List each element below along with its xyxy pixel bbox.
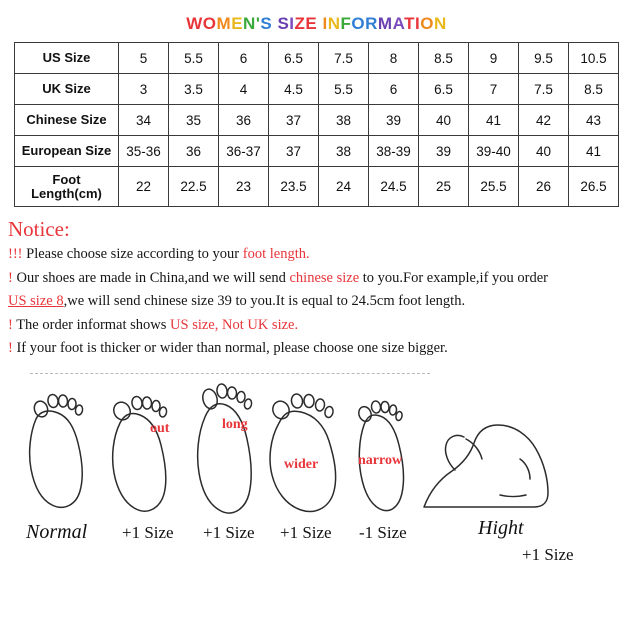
size-table [14, 42, 619, 207]
table-cell: 25.5 [469, 167, 519, 207]
table-cell: 26 [519, 167, 569, 207]
notice-line [8, 337, 627, 360]
table-cell: 41 [469, 105, 519, 136]
notice-block [0, 207, 633, 361]
title-letter-23: N [433, 14, 447, 33]
table-cell: 38-39 [369, 136, 419, 167]
notice-segment: If your foot is thicker or wider than normal, please choose one size bigger. [16, 340, 448, 357]
row-header: European Size [15, 136, 119, 167]
notice-segment: ,we will send chinese size 39 to you.It is equal to 24.5cm foot length. [63, 293, 466, 310]
title-letter-14: N [327, 14, 341, 33]
table-row [15, 105, 619, 136]
table-cell: 24 [319, 167, 369, 207]
table-cell: 39 [369, 105, 419, 136]
table-row [15, 167, 619, 207]
notice-segment: Our shoes are made in China,and we will send [16, 269, 290, 286]
table-cell: 22.5 [169, 167, 219, 207]
foot-caption-5: Hight [478, 516, 524, 539]
table-cell: 7 [469, 74, 519, 105]
table-cell: 9 [469, 43, 519, 74]
table-cell: 37 [269, 105, 319, 136]
table-cell: 36 [169, 136, 219, 167]
title-letter-19: A [392, 14, 405, 33]
title-letter-0: W [186, 14, 203, 33]
table-cell: 23.5 [269, 167, 319, 207]
title-letter-1: O [202, 14, 217, 33]
table-cell: 23 [219, 167, 269, 207]
notice-segment: to you.For example,if you order [359, 269, 549, 286]
row-header: Chinese Size [15, 105, 119, 136]
title-letter-9: I [289, 14, 295, 33]
title-letter-15: F [340, 14, 352, 33]
table-cell: 5.5 [169, 43, 219, 74]
table-cell: 42 [519, 105, 569, 136]
table-cell: 7.5 [319, 43, 369, 74]
title-letter-5: ' [255, 14, 261, 33]
title-letter-20: T [404, 14, 415, 33]
notice-line [8, 314, 627, 337]
title-letter-2: M [216, 14, 232, 33]
table-cell: 39-40 [469, 136, 519, 167]
table-cell: 24.5 [369, 167, 419, 207]
table-cell: 36 [219, 105, 269, 136]
table-cell: 40 [519, 136, 569, 167]
table-cell: 6.5 [269, 43, 319, 74]
notice-segment: ! [8, 316, 17, 333]
table-cell: 8.5 [569, 74, 619, 105]
table-cell: 3 [119, 74, 169, 105]
foot-caption-3: +1 Size [280, 522, 332, 542]
table-cell: 22 [119, 167, 169, 207]
title-letter-21: I [415, 14, 421, 33]
table-cell: 38 [319, 136, 369, 167]
foot-caption-1: +1 Size [122, 522, 174, 542]
notice-segment: foot length. [242, 246, 310, 263]
table-cell: 39 [419, 136, 469, 167]
notice-segment: US size, Not UK size. [170, 316, 299, 333]
title-letter-10: Z [294, 14, 306, 33]
notice-line [8, 243, 627, 266]
table-cell: 7.5 [519, 74, 569, 105]
foot-long-icon [198, 383, 253, 513]
foot-normal-icon [30, 393, 84, 507]
feet-diagram [0, 367, 633, 567]
table-cell: 8.5 [419, 43, 469, 74]
table-cell: 25 [419, 167, 469, 207]
notice-line [8, 267, 627, 290]
title-letter-16: O [351, 14, 366, 33]
table-cell: 35-36 [119, 136, 169, 167]
table-cell: 5 [119, 43, 169, 74]
table-row [15, 43, 619, 74]
table-cell: 4 [219, 74, 269, 105]
foot-caption-4: -1 Size [359, 522, 407, 542]
table-cell: 8 [369, 43, 419, 74]
table-cell: 38 [319, 105, 369, 136]
foot-annotation-narrow: narrow [358, 452, 403, 468]
foot-caption-6: +1 Size [522, 544, 574, 564]
title-letter-22: O [420, 14, 434, 33]
notice-segment: !!! [8, 246, 27, 263]
table-cell: 26.5 [569, 167, 619, 207]
table-cell: 10.5 [569, 43, 619, 74]
notice-segment: ! [8, 269, 17, 286]
size-table-container [0, 42, 633, 207]
notice-segment: The order informat shows [16, 316, 171, 333]
title-letter-13: I [322, 14, 328, 33]
notice-segment: Please choose size according to your [26, 246, 243, 263]
row-header: US Size [15, 43, 119, 74]
table-row [15, 74, 619, 105]
table-cell: 36-37 [219, 136, 269, 167]
table-cell: 37 [269, 136, 319, 167]
foot-caption-0: Normal [26, 520, 88, 543]
table-cell: 9.5 [519, 43, 569, 74]
notice-segment: ! [8, 340, 17, 357]
notice-heading: Notice: [8, 217, 70, 241]
notice-segment: chinese size [289, 269, 360, 286]
title-letter-4: N [243, 14, 256, 33]
table-cell: 3.5 [169, 74, 219, 105]
foot-annotation-long: long [222, 416, 248, 432]
table-cell: 41 [569, 136, 619, 167]
title-letter-11: E [305, 14, 318, 33]
foot-caption-2: +1 Size [203, 522, 255, 542]
title-letter-6: S [260, 14, 273, 33]
notice-line [8, 290, 627, 313]
table-cell: 35 [169, 105, 219, 136]
foot-side-profile-icon [424, 425, 548, 507]
title-letter-17: R [365, 14, 378, 33]
title-letter-3: E [231, 14, 244, 33]
notice-lines [6, 243, 627, 360]
table-cell: 4.5 [269, 74, 319, 105]
table-cell: 5.5 [319, 74, 369, 105]
table-cell: 43 [569, 105, 619, 136]
foot-annotation-wider: wider [284, 456, 319, 472]
table-cell: 34 [119, 105, 169, 136]
notice-segment: US size 8 [8, 293, 64, 310]
alignment-dashed-line [30, 373, 430, 374]
page-title-text [186, 14, 447, 33]
row-header: UK Size [15, 74, 119, 105]
title-letter-8: S [277, 14, 290, 33]
foot-annotation-out: out [150, 420, 170, 436]
table-cell: 6 [219, 43, 269, 74]
table-cell: 6.5 [419, 74, 469, 105]
page-title [0, 0, 633, 42]
table-cell: 6 [369, 74, 419, 105]
title-letter-18: M [377, 14, 393, 33]
foot-out-icon [111, 395, 168, 510]
table-cell: 40 [419, 105, 469, 136]
row-header: Foot Length(cm) [15, 167, 119, 207]
table-row [15, 136, 619, 167]
foot-wider-icon [270, 393, 336, 511]
